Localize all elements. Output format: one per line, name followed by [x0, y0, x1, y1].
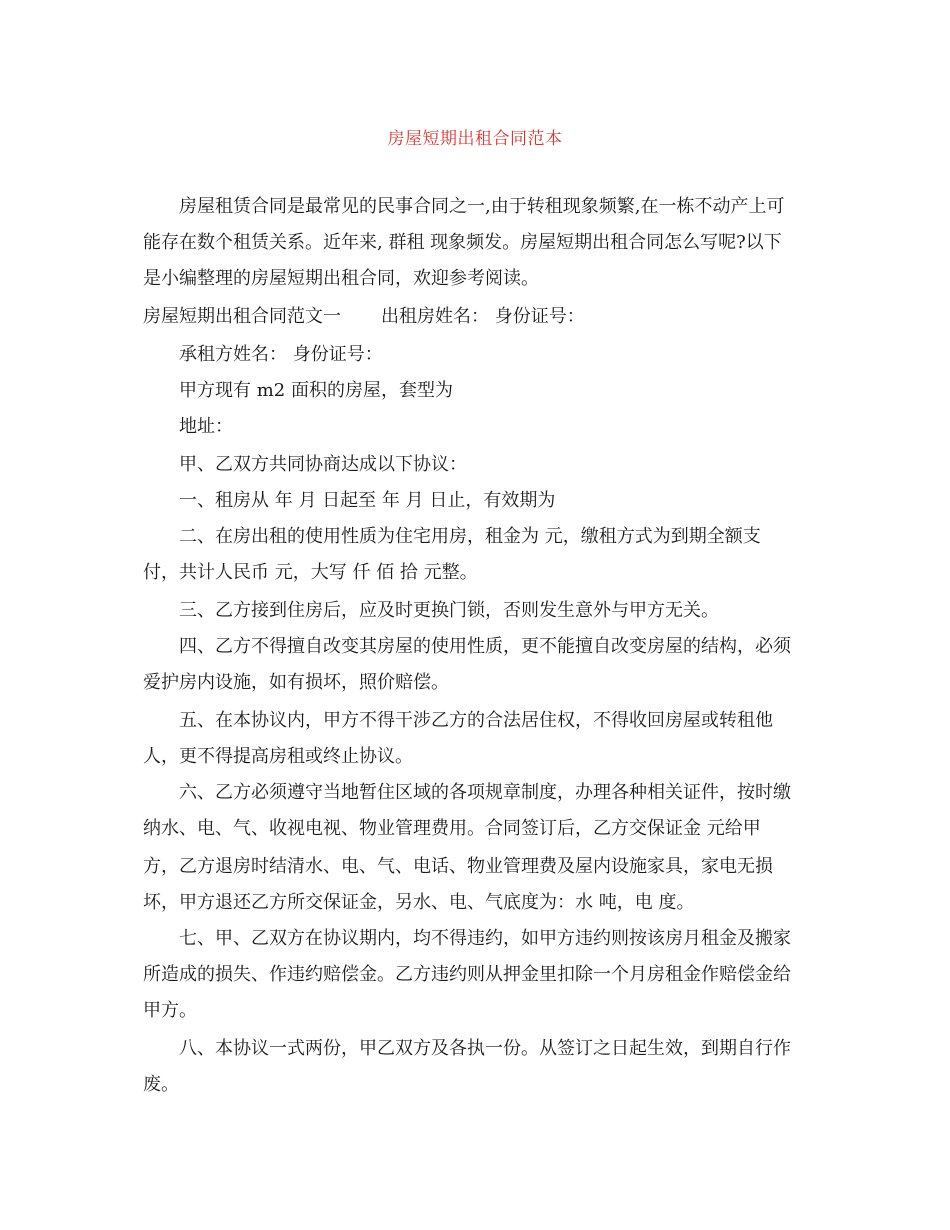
intro-line-2: 能存在数个租赁关系。近年来, 群租 现象频发。房屋短期出租合同怎么写呢?以下 — [143, 232, 782, 253]
clause-7-line-3: 甲方。 — [143, 1000, 197, 1021]
clause-8-line-1: 八、本协议一式两份，甲乙双方及各执一份。从签订之日起生效，到期自行作 — [179, 1038, 791, 1059]
lessee-info: 承租方姓名： 身份证号： — [179, 344, 383, 365]
sample-heading: 房屋短期出租合同范文一 — [143, 306, 341, 327]
lessor-info: 出租房姓名： 身份证号： — [381, 306, 585, 327]
intro-line-3: 是小编整理的房屋短期出租合同，欢迎参考阅读。 — [143, 268, 539, 289]
clause-4-line-1: 四、乙方不得擅自改变其房屋的使用性质，更不能擅自改变房屋的结构，必须 — [179, 636, 791, 657]
clause-6-line-3: 方，乙方退房时结清水、电、气、电话、物业管理费及屋内设施家具，家电无损 — [143, 856, 773, 877]
clause-3: 三、乙方接到住房后，应及时更换门锁，否则发生意外与甲方无关。 — [179, 600, 719, 621]
clause-2-line-2: 付，共计人民币 元，大写 仟 佰 拾 元整。 — [143, 562, 478, 583]
clause-6-line-1: 六、乙方必须遵守当地暂住区域的各项规章制度，办理各种相关证件，按时缴 — [179, 782, 791, 803]
clause-8-line-2: 废。 — [143, 1074, 179, 1095]
property-address: 地址： — [179, 416, 233, 437]
clause-5-line-1: 五、在本协议内，甲方不得干涉乙方的合法居住权，不得收回房屋或转租他 — [179, 710, 773, 731]
clause-5-line-2: 人，更不得提高房租或终止协议。 — [143, 746, 413, 767]
sample-heading-row — [143, 306, 585, 328]
clause-6-line-2: 纳水、电、气、收视电视、物业管理费用。合同签订后，乙方交保证金 元给甲 — [143, 818, 761, 839]
clause-2-line-1: 二、在房出租的使用性质为住宅用房，租金为 元，缴租方式为到期全额支 — [179, 526, 761, 547]
clause-4-line-2: 爱护房内设施，如有损坏，照价赔偿。 — [143, 672, 449, 693]
clause-1: 一、租房从 年 月 日起至 年 月 日止，有效期为 — [179, 490, 556, 511]
document-title: 房屋短期出租合同范本 — [387, 129, 563, 149]
clause-6-line-4: 坏，甲方退还乙方所交保证金，另水、电、气底度为：水 吨，电 度。 — [143, 892, 695, 913]
intro-line-1: 房屋租赁合同是最常见的民事合同之一,由于转租现象频繁,在一栋不动产上可 — [179, 196, 785, 217]
clause-7-line-1: 七、甲、乙双方在协议期内，均不得违约，如甲方违约则按该房月租金及搬家 — [179, 928, 791, 949]
clause-7-line-2: 所造成的损失、作违约赔偿金。乙方违约则从押金里扣除一个月房租金作赔偿金给 — [143, 964, 791, 985]
agreement-intro: 甲、乙双方共同协商达成以下协议： — [179, 454, 467, 475]
property-area: 甲方现有 m2 面积的房屋，套型为 — [179, 380, 453, 401]
